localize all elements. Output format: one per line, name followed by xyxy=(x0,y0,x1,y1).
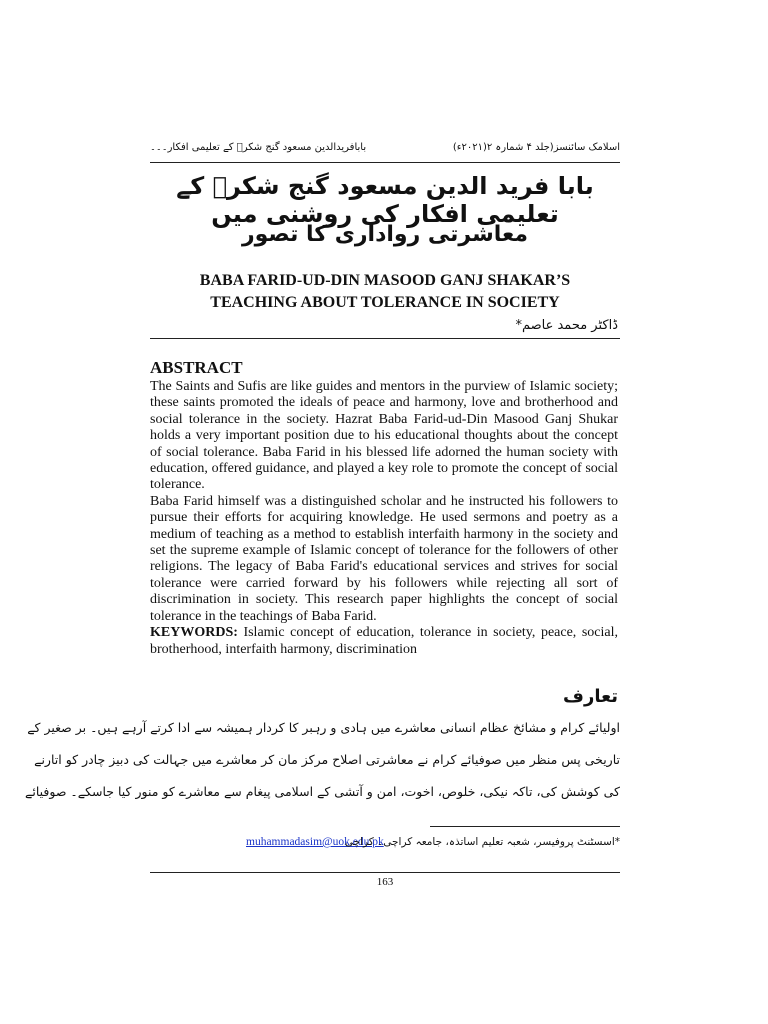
footer-divider xyxy=(150,872,620,873)
introduction-line-3: کی کوشش کی، تاکہ نیکی، خلوص، اخوت، امن و آتشی کے اسلامی پیغام سے معاشرے کو منور کیا جاسکے۔ صوفیائے xyxy=(25,784,620,799)
keywords-list: Islamic concept of education, tolerance in society, peace, social, brotherhood, interfaith harmony, discrimination xyxy=(150,625,618,657)
page-number: 163 xyxy=(376,876,394,888)
keywords-label: KEYWORDS: xyxy=(150,625,238,641)
introduction-heading: تعارف xyxy=(563,686,618,707)
running-header-journal-info: اسلامک سائنسز(جلد ۴ شمارہ ۲(۲۰۲۱ء) xyxy=(452,142,620,153)
author-name: ڈاکٹر محمد عاصم* xyxy=(515,318,618,333)
introduction-body xyxy=(25,712,620,808)
header-divider xyxy=(150,162,620,163)
author-divider xyxy=(150,338,620,339)
urdu-title-line-1: بابا فرید الدین مسعود گنج شکرؒ کے تعلیمی افکار کی روشنی میں xyxy=(176,172,594,228)
author-email-link[interactable]: muhammadasim@uok.edu.pk xyxy=(246,836,384,848)
abstract-paragraph-2: Baba Farid himself was a distinguished scholar and he instructed his followers to pursue their efforts for acquiring knowledge. He used sermons and poetry as a medium of teaching as a method to establish interfaith harmony in the society and set the supreme example of Islamic concept of tolerance for the followers of other religions. The legacy of Baba Farid's educational services and strives for social tolerance were carried forward by his followers while rejecting all sort of discrimination in society. This research paper highlights the concept of social tolerance in the teachings of Baba Farid. xyxy=(150,493,618,624)
footnote xyxy=(150,836,620,856)
english-title-line-1: BABA FARID-UD-DIN MASOOD GANJ SHAKAR’S xyxy=(199,272,571,289)
abstract-heading: ABSTRACT xyxy=(150,358,243,377)
keywords-paragraph xyxy=(150,625,618,658)
running-header-article-title: بابافریدالدین مسعود گنج شکرؒ کے تعلیمی افکار۔۔۔ xyxy=(150,142,367,153)
english-title-line-2: TEACHING ABOUT TOLERANCE IN SOCIETY xyxy=(210,294,560,311)
running-header xyxy=(150,142,620,162)
footnote-divider xyxy=(430,826,620,827)
footnote-affiliation: *اسسٹنٹ پروفیسر، شعبہ تعلیم اساتذہ، جامعہ کراچی۔ کراچی xyxy=(344,836,620,848)
introduction-line-2: تاریخی پس منظر میں صوفیائے کرام نے معاشرتی اصلاح مرکز مان کر معاشرے میں جہالت کی دبیز چادر کو اتارنے xyxy=(34,752,620,767)
introduction-line-1: اولیائے کرام و مشائخ عظام انسانی معاشرے میں ہادی و رہبر کا کردار ہمیشہ سے ادا کرتے آرہے ہیں۔ بر صغیر کے xyxy=(27,720,620,735)
abstract-body xyxy=(150,379,618,658)
urdu-title-line-2: معاشرتی رواداری کا تصور xyxy=(241,222,529,247)
abstract-paragraph-1: The Saints and Sufis are like guides and mentors in the purview of Islamic society; these saints promoted the ideals of peace and harmony, love and brotherhood and social tolerance in the society. Hazrat Baba Farid-ud-Din Masood Ganj Shukar holds a very important position due to his educational thoughts about the concept of social tolerance. Baba Farid in his blessed life adorned the human society with education, offered guidance, and played a key role to promote the concept of social tolerance. xyxy=(150,379,618,493)
